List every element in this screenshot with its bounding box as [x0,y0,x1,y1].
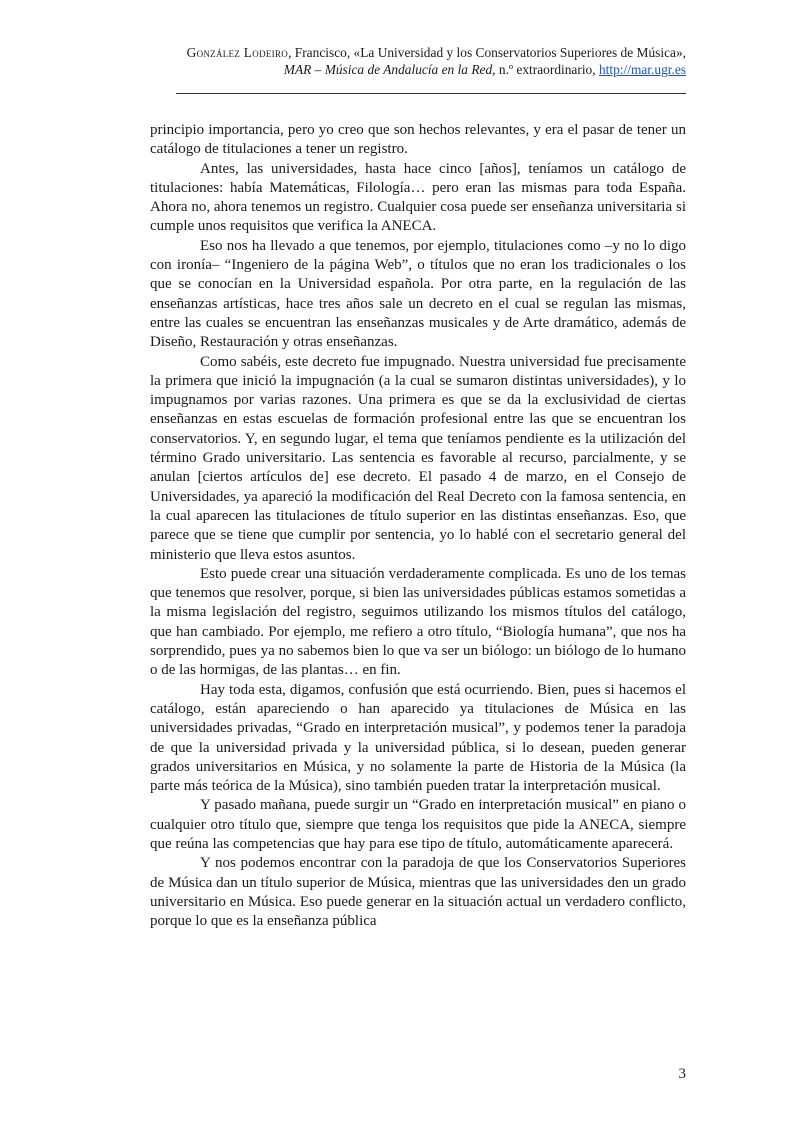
paragraph: Como sabéis, este decreto fue impugnado. Nuestra universidad fue precisamente la primera que inició la impugnación (a la cual se sumaron distintas universidades), y lo impugnamos por varias razones. Una primera es que se da la exclusividad de ciertas enseñanzas en estas escuelas de formación profesional entre las que se encuentran los conservatorios. Y, en segundo lugar, el tema que teníamos pendiente es la utilización del término Grado universitario. Las sentencia es favorable al recurso, parcialmente, y se anulan [ciertos artículos de] ese decreto. El pasado 4 de marzo, en el Consejo de Universidades, ya apareció la modificación del Real Decreto con la famosa sentencia, en la cual aparecen las titulaciones de título superior en las distintas enseñanzas. Eso, que parece que se tiene que cumplir por sentencia, yo lo hablé con el secretario general del ministerio que lleva estos asuntos. [150,353,686,563]
running-header [150,44,686,78]
header-issue: , n.º extraordinario, [492,62,599,77]
paragraph: Eso nos ha llevado a que tenemos, por ejemplo, titulaciones como –y no lo digo con ironía– “Ingeniero de la página Web”, o títulos que no eran los tradicionales o los que se conocían en la Universidad española. Por otra parte, en la regulación de las enseñanzas artísticas, hace tres años sale un decreto en el cual se regulan las mismas, entre las cuales se encuentran las enseñanzas musicales y de Arte dramático, además de Diseño, Restauración y otras enseñanzas. [150,237,686,351]
header-line-1 [150,44,686,61]
header-line-2 [150,61,686,78]
paragraph: Y pasado mañana, puede surgir un “Grado en interpretación musical” en piano o cualquier otro título que, siempre que tenga los requisitos que pide la ANECA, siempre que reúna las competencias que hay para ese tipo de título, automáticamente aparecerá. [150,797,686,852]
header-article-title: , Francisco, «La Universidad y los Conservatorios Superiores de Música», [288,45,686,60]
paragraph: principio importancia, pero yo creo que son hechos relevantes, y era el pasar de tener un catálogo de titulaciones a tener un registro. [150,122,686,158]
paragraph: Antes, las universidades, hasta hace cinco [años], teníamos un catálogo de titulaciones: había Matemáticas, Filología… pero eran las mismas para toda España. Ahora no, ahora tenemos un registro. Cualquier cosa puede ser enseñanza universitaria si cumple unos requisitos que verifica la ANECA. [150,160,686,235]
paragraph: Esto puede crear una situación verdaderamente complicada. Es uno de los temas que tenemos que resolver, porque, si bien las universidades públicas estamos sometidas a la misma legislación del registro, seguimos utilizando los mismos títulos del catálogo, que han cambiado. Por ejemplo, me refiero a otro título, “Biología humana”, que nos ha sorprendido, pues ya no sabemos bien lo que va ser un biólogo: un biólogo de lo humano o de las hormigas, de las plantas… en fin. [150,565,686,679]
header-rule [176,93,686,94]
body-text [150,121,686,931]
header-journal: MAR – Música de Andalucía en la Red [283,62,493,77]
page-number: 3 [678,1066,686,1082]
paragraph: Hay toda esta, digamos, confusión que está ocurriendo. Bien, pues si hacemos el catálogo, están apareciendo o han aparecido ya titulaciones de Música en las universidades privadas, “Grado en interpretación musical”, y podemos tener la paradoja de que la universidad privada y la universidad pública, si lo desean, pueden generar grados universitarios en Música, y no solamente la parte de Historia de la Música (la parte más teórica de la Música), sino también pueden tratar la interpretación musical. [150,681,686,795]
header-url-link[interactable]: http://mar.ugr.es [598,62,686,77]
paragraph: Y nos podemos encontrar con la paradoja de que los Conservatorios Superiores de Música dan un título superior de Música, mientras que las universidades den un grado universitario en Música. Eso puede generar en la situación actual un verdadero conflicto, porque lo que es la enseñanza pública [150,855,686,930]
header-author: González Lodeiro [186,45,289,60]
